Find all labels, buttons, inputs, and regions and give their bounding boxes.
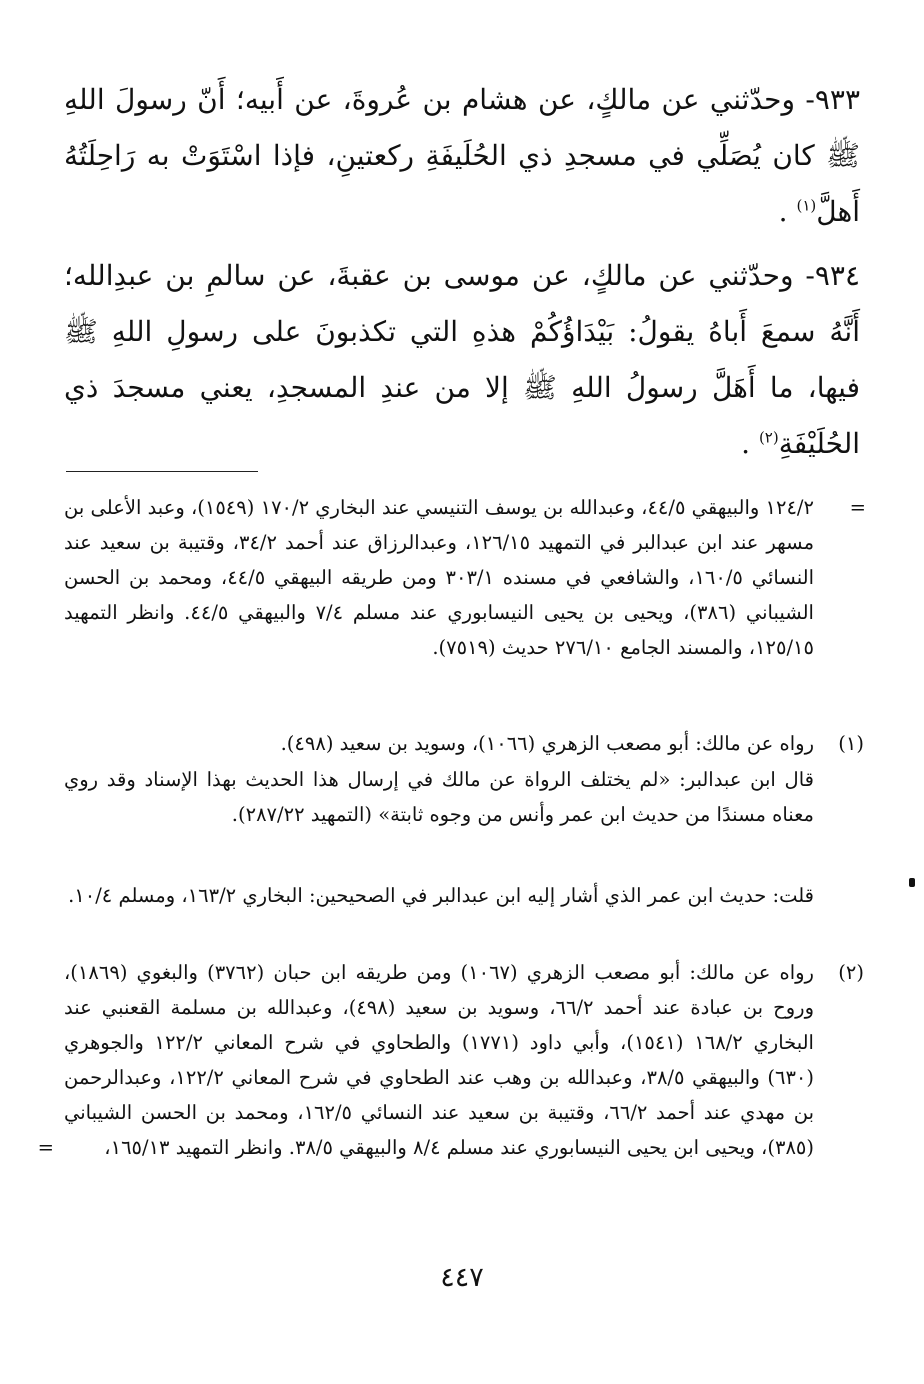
footnote-1-quote-text: قال ابن عبدالبر: «لم يختلف الرواة عن مالك في إرسال هذا الحديث بهذا الإسناد وقد روي معناه مسندًا من حديث ابن عمر وأنس من وجوه ثابتة» (التمهيد ٢٨٧/٢٢). (64, 768, 814, 826)
footnote-1 (64, 726, 864, 761)
footnote-2-text: رواه عن مالك: أبو مصعب الزهري (١٠٦٧) ومن طريقه ابن حبان (٣٧٦٢) والبغوي (١٨٦٩)، وروح بن عبادة عند أحمد ٦٦/٢، وسويد بن سعيد (٤٩٨)، وعبدالله بن مسلمة القعنبي عند البخاري ١٦٨/٢ (١٥٤١)، وأبي داود (١٧٧١) والطحاوي في شرح المعاني ١٢٢/٢ والجوهري (٦٣٠) والبيهقي ٣٨/٥، وعبدالله بن وهب عند الطحاوي في شرح المعاني ١٢٢/٢، وعبدالرحمن بن مهدي عند أحمد ٦٦/٢، وقتيبة بن سعيد عند النسائي ١٦٢/٥، ومحمد بن الحسن الشيباني (٣٨٥)، ويحيى ابن يحيى النيسابوري عند مسلم ٨/٤ والبيهقي ٣٨/٥. وانظر التمهيد ١٦٥/١٣، (64, 961, 815, 1159)
footnote-continuation-text: ١٢٤/٢ والبيهقي ٤٤/٥، وعبدالله بن يوسف التنيسي عند البخاري ١٧٠/٢ (١٥٤٩)، وعبد الأعلى بن مسهر عند ابن عبدالبر في التمهيد ١٢٦/١٥، وعبدالرزاق عند أحمد ٣٤/٢، وقتيبة بن سعيد عند النسائي ١٦٠/٥، والشافعي في مسنده ٣٠٣/١ ومن طريقه البيهقي ٤٤/٥، ومحمد بن الحسن الشيباني (٣٨٦)، ويحيى بن يحيى النيسابوري عند مسلم ٧/٤ والبيهقي ٤٤/٥. وانظر التمهيد ١٢٥/١٥، والمسند الجامع ٢٧٦/١٠ حديث (٧٥١٩). (64, 496, 815, 659)
scan-speck (909, 878, 915, 887)
footnote-1-note (64, 878, 814, 913)
continuation-end-mark: = (37, 1136, 54, 1159)
footnote-1-quote (64, 762, 814, 832)
hadith-text: ٩٣٣- وحدّثني عن مالكٍ، عن هشام بن عُروةَ، عن أَبيه؛ أَنّ رسولَ اللهِ ﷺ كان يُصَلِّي في مسجدِ ذي الحُلَيفَةِ ركعتينِ، فإذا اسْتَوَتْ به رَاحِلَتُهُ أَهلَّ (64, 83, 860, 228)
footnote-1-marker: (١) (838, 732, 864, 755)
footnote-ref-2: (٢) (758, 428, 779, 447)
footnote-divider (66, 471, 258, 472)
footnote-ref-1: (١) (796, 196, 817, 215)
footnote-1-note-text: قلت: حديث ابن عمر الذي أشار إليه ابن عبدالبر في الصحيحين: البخاري ١٦٣/٢، ومسلم ١٠/٤. (68, 884, 814, 907)
hadith-end: . (778, 195, 797, 228)
footnote-1-text: رواه عن مالك: أبو مصعب الزهري (١٠٦٦)، وسويد بن سعيد (٤٩٨). (280, 732, 814, 755)
footnote-2 (37, 955, 864, 1165)
page-number: ٤٤٧ (440, 1262, 484, 1293)
hadith-934 (64, 248, 860, 472)
hadith-text: ٩٣٤- وحدّثني عن مالكٍ، عن موسى بن عقبةَ، عن سالمِ بن عبدِالله؛ أَنَّهُ سمعَ أَباهُ يقولُ: بَيْدَاؤُكُمْ هذهِ التي تكذبونَ على رسولِ اللهِ ﷺ فيها، ما أَهَلَّ رسولُ اللهِ ﷺ إلا من عندِ المسجدِ، يعني مسجدَ ذي الحُلَيْفَةِ (64, 259, 860, 460)
hadith-933 (64, 72, 860, 240)
continuation-mark: = (849, 496, 866, 519)
hadith-end: . (741, 427, 759, 460)
footnote-continuation (64, 490, 866, 665)
footnote-2-marker: (٢) (838, 961, 864, 984)
